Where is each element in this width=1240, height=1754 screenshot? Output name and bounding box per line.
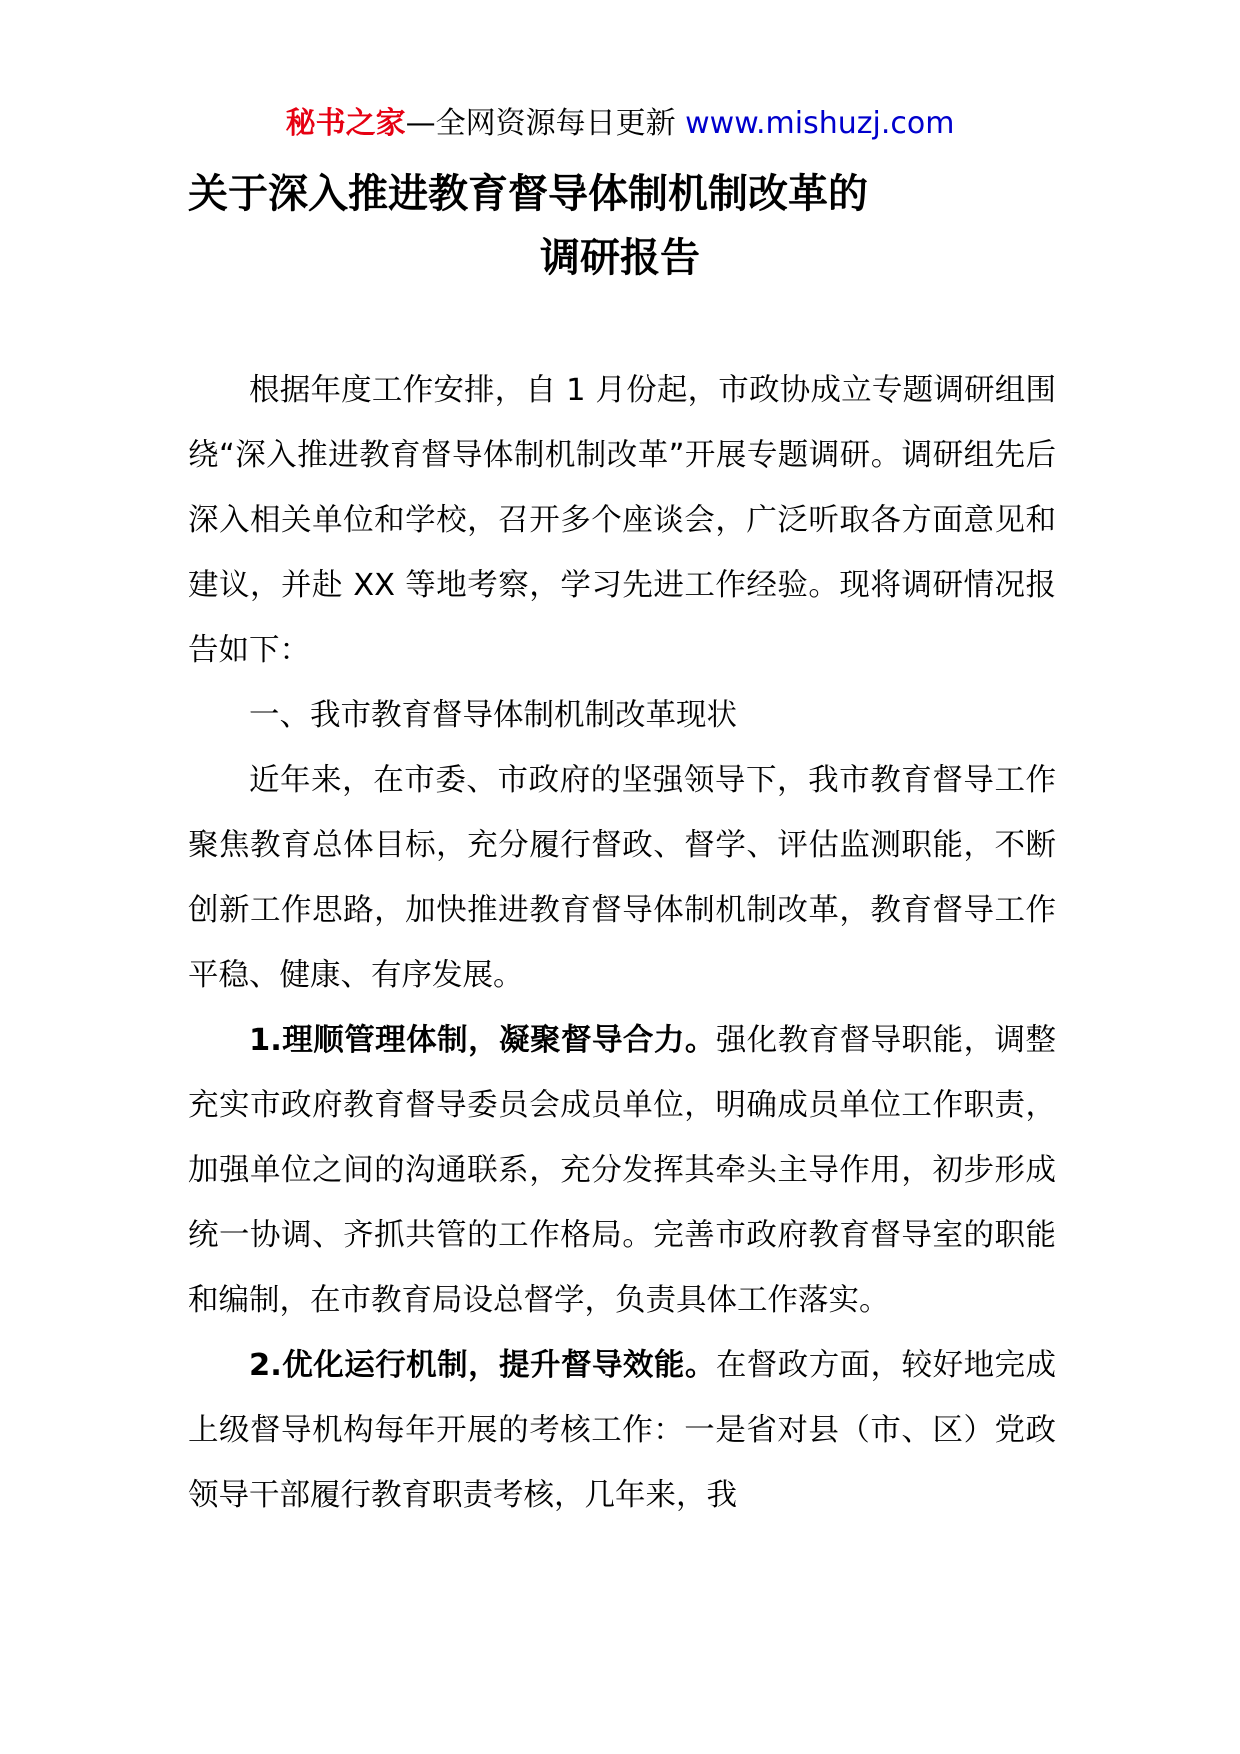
site-url-link[interactable]: www.mishuzj.com [685,106,955,141]
watermark-header [0,104,1240,144]
section-heading: 一、我市教育督导体制机制改革现状 [249,698,737,733]
subsection-1-heading: 1.理顺管理体制，凝聚督导合力。 [249,1023,716,1058]
subsection-2-body: 在督政方面，较好地完成上级督导机构每年开展的考核工作：一是省对县（市、区）党政领导干部履行教育职责考核，几年来，我 [188,1348,1057,1513]
intro-paragraph: 根据年度工作安排，自 1 月份起，市政协成立专题调研组围绕“深入推进教育督导体制机制改革”开展专题调研。调研组先后深入相关单位和学校，召开多个座谈会，广泛听取各方面意见和建议，并赴 XX 等地考察，学习先进工作经验。现将调研情况报告如下： [188,373,1056,668]
document-title-line-1: 关于深入推进教育督导体制机制改革的 [188,171,868,217]
header-tagline: —全网资源每日更新 [405,106,686,141]
subsection-1-body: 强化教育督导职能，调整充实市政府教育督导委员会成员单位，明确成员单位工作职责，加强单位之间的沟通联系，充分发挥其牵头主导作用，初步形成统一协调、齐抓共管的工作格局。完善市政府教育督导室的职能和编制，在市教育局设总督学，负责具体工作落实。 [188,1023,1057,1318]
document-title-line-2: 调研报告 [540,235,700,281]
subsection-1-paragraph [188,1008,1056,1333]
brand-name: 秘书之家 [285,106,406,141]
subsection-2-heading: 2.优化运行机制，提升督导效能。 [249,1348,716,1383]
document-body [188,358,1056,1528]
subsection-2-paragraph [188,1333,1056,1528]
overview-paragraph: 近年来，在市委、市政府的坚强领导下，我市教育督导工作聚焦教育总体目标，充分履行督政、督学、评估监测职能，不断创新工作思路，加快推进教育督导体制机制改革，教育督导工作平稳、健康、有序发展。 [188,763,1056,993]
